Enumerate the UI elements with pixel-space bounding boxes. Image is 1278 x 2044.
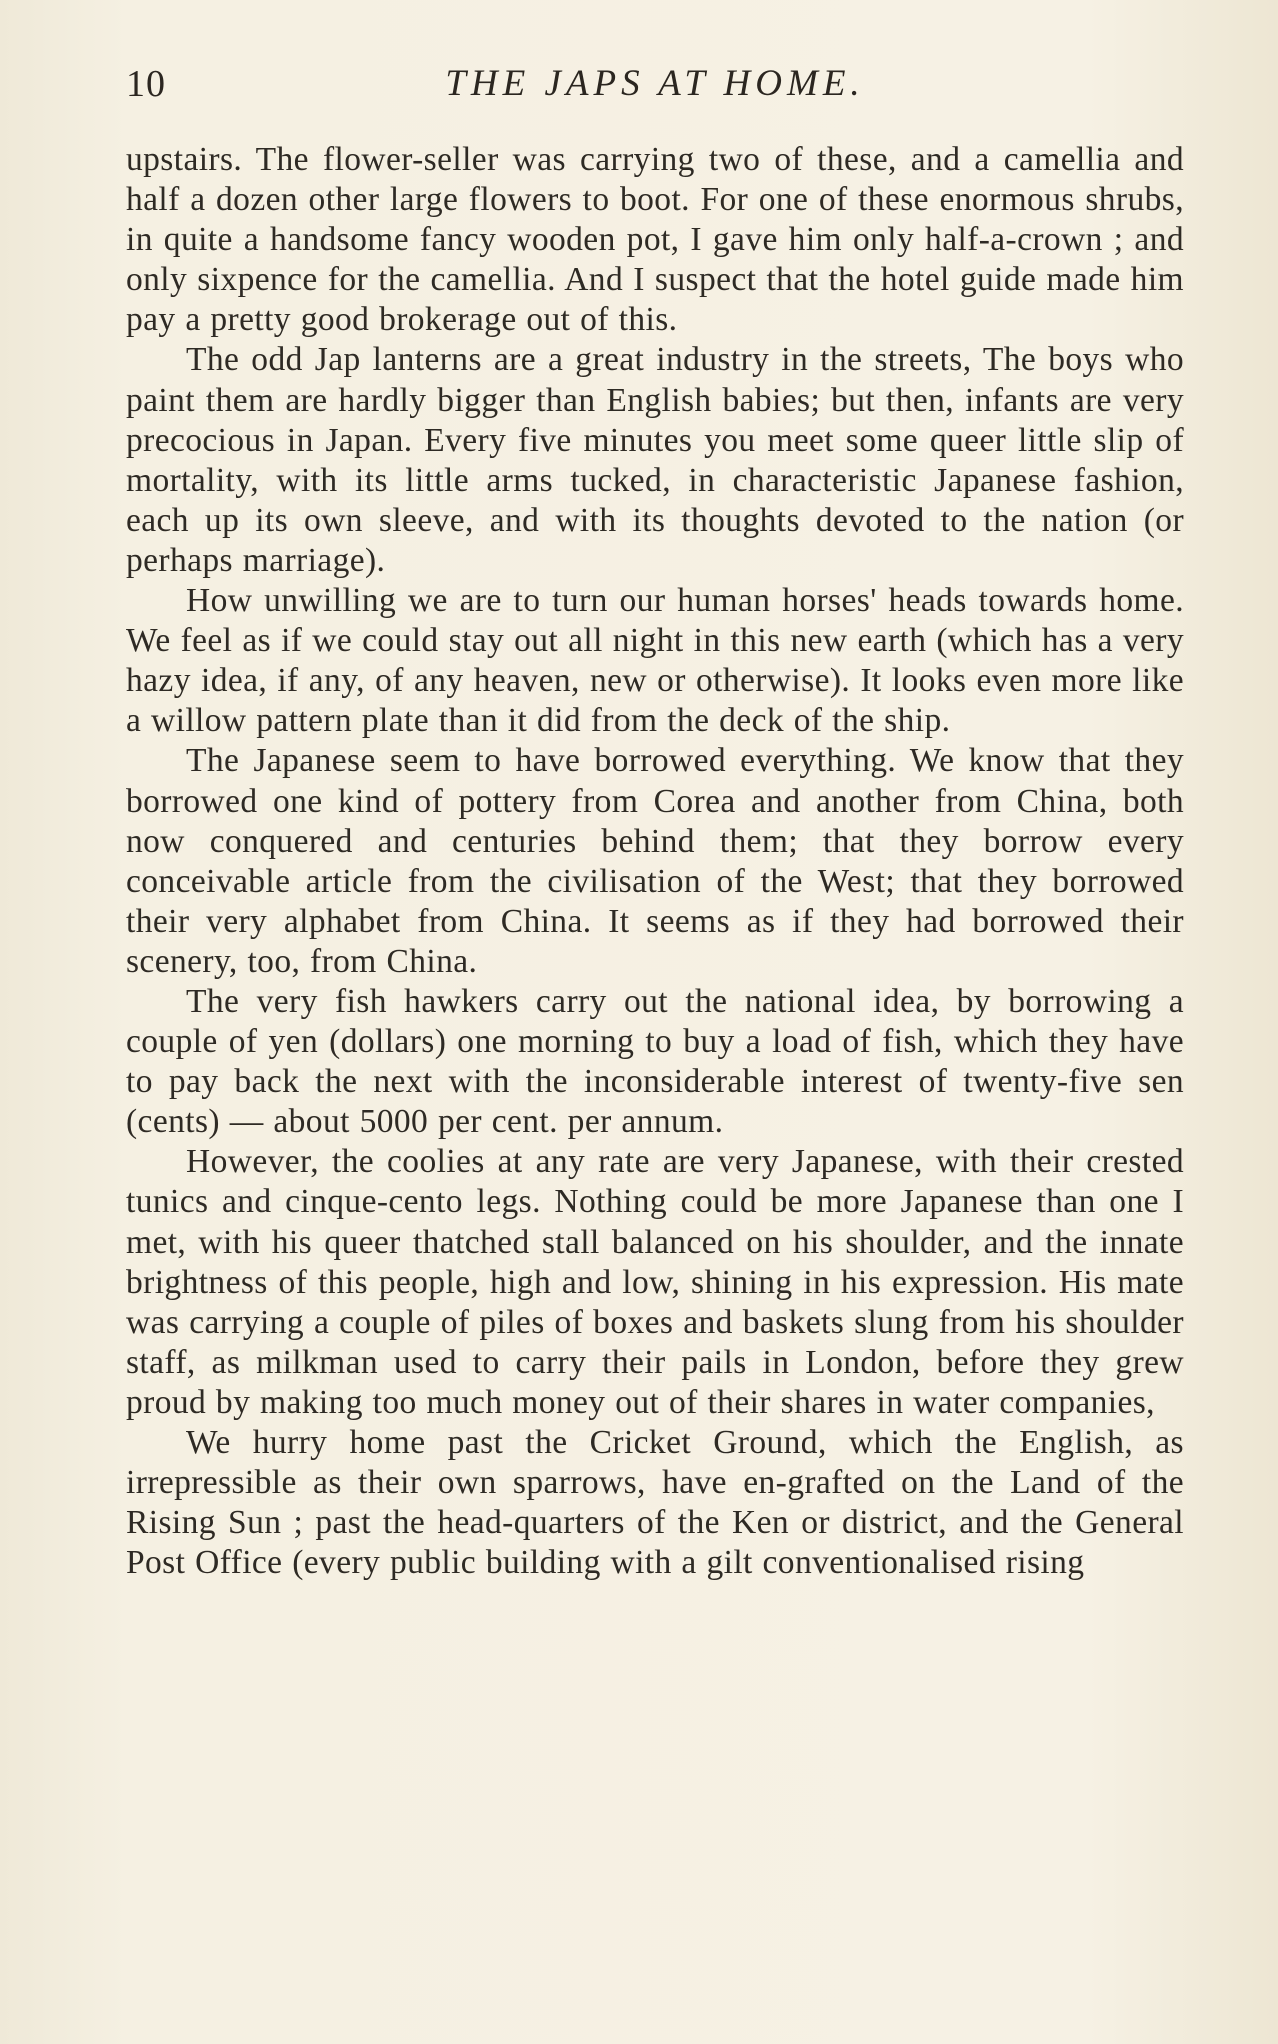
paragraph: upstairs. The flower-seller was carrying two of these, and a camellia and half a dozen other large flowers to boot. For one of these enormous shrubs, in quite a handsome fancy wooden pot, I gave him only half-a-crown ; and only sixpence for the camellia. And I suspect that the hotel guide made him pay a pretty good brokerage out of this.	[126, 141, 1184, 339]
paragraph: We hurry home past the Cricket Ground, which the English, as irrepressible as their own sparrows, have en-grafted on the Land of the Rising Sun ; past the head-quarters of the Ken or district, and the General Post Office (every public building with a gilt conventionalised rising	[126, 1424, 1184, 1582]
running-title: THE JAPS AT HOME.	[445, 63, 865, 104]
paragraph: How unwilling we are to turn our human horses' heads towards home. We feel as if we could stay out all night in this new earth (which has a very hazy idea, if any, of any heaven, new or otherwise). It looks even more like a willow pattern plate than it did from the deck of the ship.	[126, 582, 1184, 740]
body-text	[126, 140, 1184, 1583]
paragraph: The odd Jap lanterns are a great industry in the streets, The boys who paint them are hardly bigger than English babies; but then, infants are very precocious in Japan. Every five minutes you meet some queer little slip of mortality, with its little arms tucked, in characteristic Japanese fashion, each up its own sleeve, and with its thoughts devoted to the nation (or perhaps marriage).	[126, 341, 1184, 579]
page-number: 10	[126, 63, 166, 105]
paragraph: The very fish hawkers carry out the national idea, by borrowing a couple of yen (dollars) one morning to buy a load of fish, which they have to pay back the next with the inconsiderable interest of twenty-five sen (cents) — about 5000 per cent. per annum.	[126, 982, 1184, 1141]
paragraph: However, the coolies at any rate are very Japanese, with their crested tunics and cinque-cento legs. Nothing could be more Japanese than one I met, with his queer thatched stall balanced on his shoulder, and the innate brightness of this people, high and low, shining in his expression. His mate was carrying a couple of piles of boxes and baskets slung from his shoulder staff, as milkman used to carry their pails in London, before they grew proud by making too much money out of their shares in water companies,	[126, 1143, 1184, 1421]
paragraph: The Japanese seem to have borrowed everything. We know that they borrowed one kind of pottery from Corea and another from China, both now conquered and centuries behind them; that they borrow every conceivable article from the civilisation of the West; that they borrowed their very alphabet from China. It seems as if they had borrowed their scenery, too, from China.	[126, 742, 1184, 980]
page-header	[126, 62, 1184, 118]
